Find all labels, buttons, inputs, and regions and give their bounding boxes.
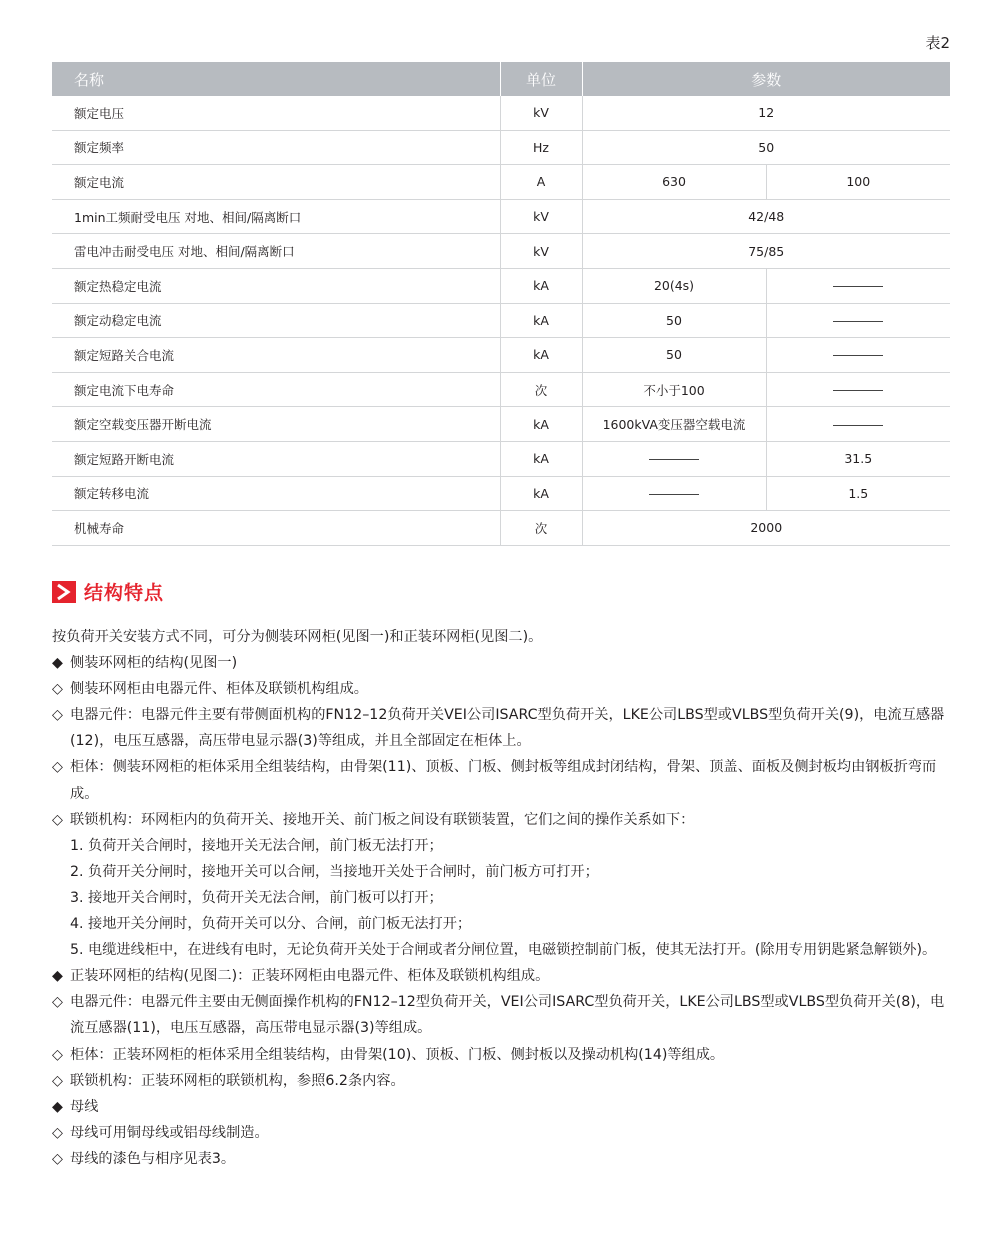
side-paragraph-text: 柜体：侧装环网柜的柜体采用全组装结构，由骨架(11)、顶板、门板、侧封板等组成封闭结构，骨架、顶盖、面板及侧封板均由钢板折弯而成。 [70, 759, 937, 802]
spec-table [52, 62, 950, 546]
row-value-1: 50 [582, 338, 766, 373]
dash-mark [833, 321, 883, 322]
hollow-diamond-icon: ◇ [52, 1046, 63, 1063]
table-row [52, 372, 950, 407]
row-unit: 次 [500, 511, 582, 546]
filled-diamond-icon: ◆ [52, 655, 63, 672]
dash-mark [649, 494, 699, 495]
hollow-diamond-icon: ◇ [52, 1150, 63, 1167]
table-row [52, 303, 950, 338]
front-heading [52, 963, 952, 989]
table-header-row [52, 62, 950, 96]
side-paragraph [52, 754, 952, 806]
hollow-diamond-icon: ◇ [52, 759, 63, 776]
section-title: 结构特点 [84, 582, 165, 604]
row-name: 额定空载变压器开断电流 [52, 407, 500, 442]
side-paragraph-text: 联锁机构：环网柜内的负荷开关、接地开关、前门板之间设有联锁装置，它们之间的操作关系如下： [70, 811, 695, 828]
chevron-right-icon [52, 581, 76, 603]
table-row [52, 407, 950, 442]
section-heading [52, 578, 164, 605]
row-value-1: 20(4s) [582, 268, 766, 303]
row-value-1: 不小于100 [582, 372, 766, 407]
row-name: 额定动稳定电流 [52, 303, 500, 338]
row-value: 12 [582, 96, 950, 130]
row-value-2-empty [766, 338, 950, 373]
header-params: 参数 [582, 62, 950, 96]
row-value: 42/48 [582, 199, 950, 234]
side-paragraph [52, 676, 952, 702]
row-unit: kA [500, 303, 582, 338]
front-heading-text: 正装环网柜的结构(见图二)：正装环网柜由电器元件、柜体及联锁机构组成。 [70, 968, 550, 985]
row-value-2-empty [766, 372, 950, 407]
hollow-diamond-icon: ◇ [52, 707, 63, 724]
table-caption: 表2 [925, 34, 950, 52]
row-unit: kA [500, 476, 582, 511]
row-unit: kA [500, 338, 582, 373]
side-heading [52, 650, 952, 676]
busbar-heading-text: 母线 [70, 1098, 99, 1115]
row-name: 额定电流下电寿命 [52, 372, 500, 407]
row-name: 额定频率 [52, 130, 500, 165]
filled-diamond-icon: ◆ [52, 1098, 63, 1115]
filled-diamond-icon: ◆ [52, 968, 63, 985]
hollow-diamond-icon: ◇ [52, 811, 63, 828]
front-paragraph [52, 1068, 952, 1094]
table-row [52, 476, 950, 511]
row-unit: A [500, 165, 582, 200]
row-value-1: 1600kVA变压器空载电流 [582, 407, 766, 442]
table-row [52, 234, 950, 269]
front-paragraph [52, 989, 952, 1041]
table-row [52, 130, 950, 165]
row-name: 额定电流 [52, 165, 500, 200]
row-name: 额定转移电流 [52, 476, 500, 511]
row-unit: kV [500, 199, 582, 234]
side-paragraph [52, 807, 952, 833]
row-name: 额定电压 [52, 96, 500, 130]
table-row [52, 199, 950, 234]
table-row [52, 441, 950, 476]
row-name: 额定短路开断电流 [52, 441, 500, 476]
row-unit: kA [500, 407, 582, 442]
table-row [52, 338, 950, 373]
busbar-paragraph-text: 母线可用铜母线或铝母线制造。 [70, 1124, 269, 1141]
row-value-1-empty [582, 476, 766, 511]
row-value-1-empty [582, 441, 766, 476]
row-name: 额定热稳定电流 [52, 268, 500, 303]
header-unit: 单位 [500, 62, 582, 96]
front-paragraph-text: 联锁机构：正装环网柜的联锁机构，参照6.2条内容。 [70, 1072, 405, 1089]
front-paragraph-text: 柜体：正装环网柜的柜体采用全组装结构，由骨架(10)、顶板、门板、侧封板以及操动机构(14)等组成。 [70, 1046, 725, 1063]
interlock-item: 4. 接地开关分闸时，负荷开关可以分、合闸，前门板无法打开； [70, 916, 472, 933]
interlock-item: 3. 接地开关合闸时，负荷开关无法合闸，前门板可以打开； [70, 889, 443, 906]
dash-mark [833, 286, 883, 287]
busbar-paragraph [52, 1120, 952, 1146]
table-row [52, 268, 950, 303]
row-name: 机械寿命 [52, 511, 500, 546]
row-value-2-empty [766, 407, 950, 442]
dash-mark [833, 425, 883, 426]
intro-paragraph: 按负荷开关安装方式不同，可分为侧装环网柜(见图一)和正装环网柜(见图二)。 [52, 629, 543, 645]
dash-mark [833, 355, 883, 356]
row-value: 2000 [582, 511, 950, 546]
dash-mark [649, 459, 699, 460]
row-name: 雷电冲击耐受电压 对地、相间/隔离断口 [52, 234, 500, 269]
side-paragraph-text: 侧装环网柜由电器元件、柜体及联锁机构组成。 [70, 681, 368, 698]
interlock-item: 2. 负荷开关分闸时，接地开关可以合闸，当接地开关处于合闸时，前门板方可打开； [70, 863, 599, 880]
row-name: 额定短路关合电流 [52, 338, 500, 373]
side-heading-text: 侧装环网柜的结构(见图一) [70, 655, 238, 672]
row-unit: kA [500, 441, 582, 476]
hollow-diamond-icon: ◇ [52, 1072, 63, 1089]
dash-mark [833, 390, 883, 391]
busbar-paragraph [52, 1146, 952, 1172]
row-value-2: 1.5 [766, 476, 950, 511]
row-value-2: 100 [766, 165, 950, 200]
front-paragraph [52, 1042, 952, 1068]
hollow-diamond-icon: ◇ [52, 681, 63, 698]
row-value: 75/85 [582, 234, 950, 269]
interlock-item: 1. 负荷开关合闸时，接地开关无法合闸，前门板无法打开； [70, 837, 443, 854]
side-paragraph-text: 电器元件：电器元件主要有带侧面机构的FN12–12负荷开关VEI公司ISARC型负荷开关，LKE公司LBS型或VLBS型负荷开关(9)，电流互感器(12)，电压互感器，高压带电显示器(3)等组成，并且全部固定在柜体上。 [70, 707, 945, 750]
row-value: 50 [582, 130, 950, 165]
table-row [52, 96, 950, 130]
row-value-1: 630 [582, 165, 766, 200]
table-row [52, 511, 950, 546]
row-unit: 次 [500, 372, 582, 407]
row-value-2: 31.5 [766, 441, 950, 476]
header-name: 名称 [52, 62, 500, 96]
hollow-diamond-icon: ◇ [52, 994, 63, 1011]
front-paragraph-text: 电器元件：电器元件主要由无侧面操作机构的FN12–12型负荷开关，VEI公司ISARC型负荷开关，LKE公司LBS型或VLBS型负荷开关(8)，电流互感器(11)，电压互感器，高压带电显示器(3)等组成。 [70, 994, 945, 1037]
row-unit: kA [500, 268, 582, 303]
busbar-paragraph-text: 母线的漆色与相序见表3。 [70, 1150, 236, 1167]
row-name: 1min工频耐受电压 对地、相间/隔离断口 [52, 199, 500, 234]
row-unit: kV [500, 234, 582, 269]
table-row [52, 165, 950, 200]
row-unit: Hz [500, 130, 582, 165]
interlock-item: 5. 电缆进线柜中，在进线有电时，无论负荷开关处于合闸或者分闸位置，电磁锁控制前门板，使其无法打开。(除用专用钥匙紧急解锁外)。 [70, 942, 937, 959]
side-paragraph [52, 702, 952, 754]
busbar-heading [52, 1094, 952, 1120]
row-value-2-empty [766, 303, 950, 338]
row-value-1: 50 [582, 303, 766, 338]
hollow-diamond-icon: ◇ [52, 1124, 63, 1141]
row-unit: kV [500, 96, 582, 130]
section-body [52, 624, 952, 1172]
row-value-2-empty [766, 268, 950, 303]
